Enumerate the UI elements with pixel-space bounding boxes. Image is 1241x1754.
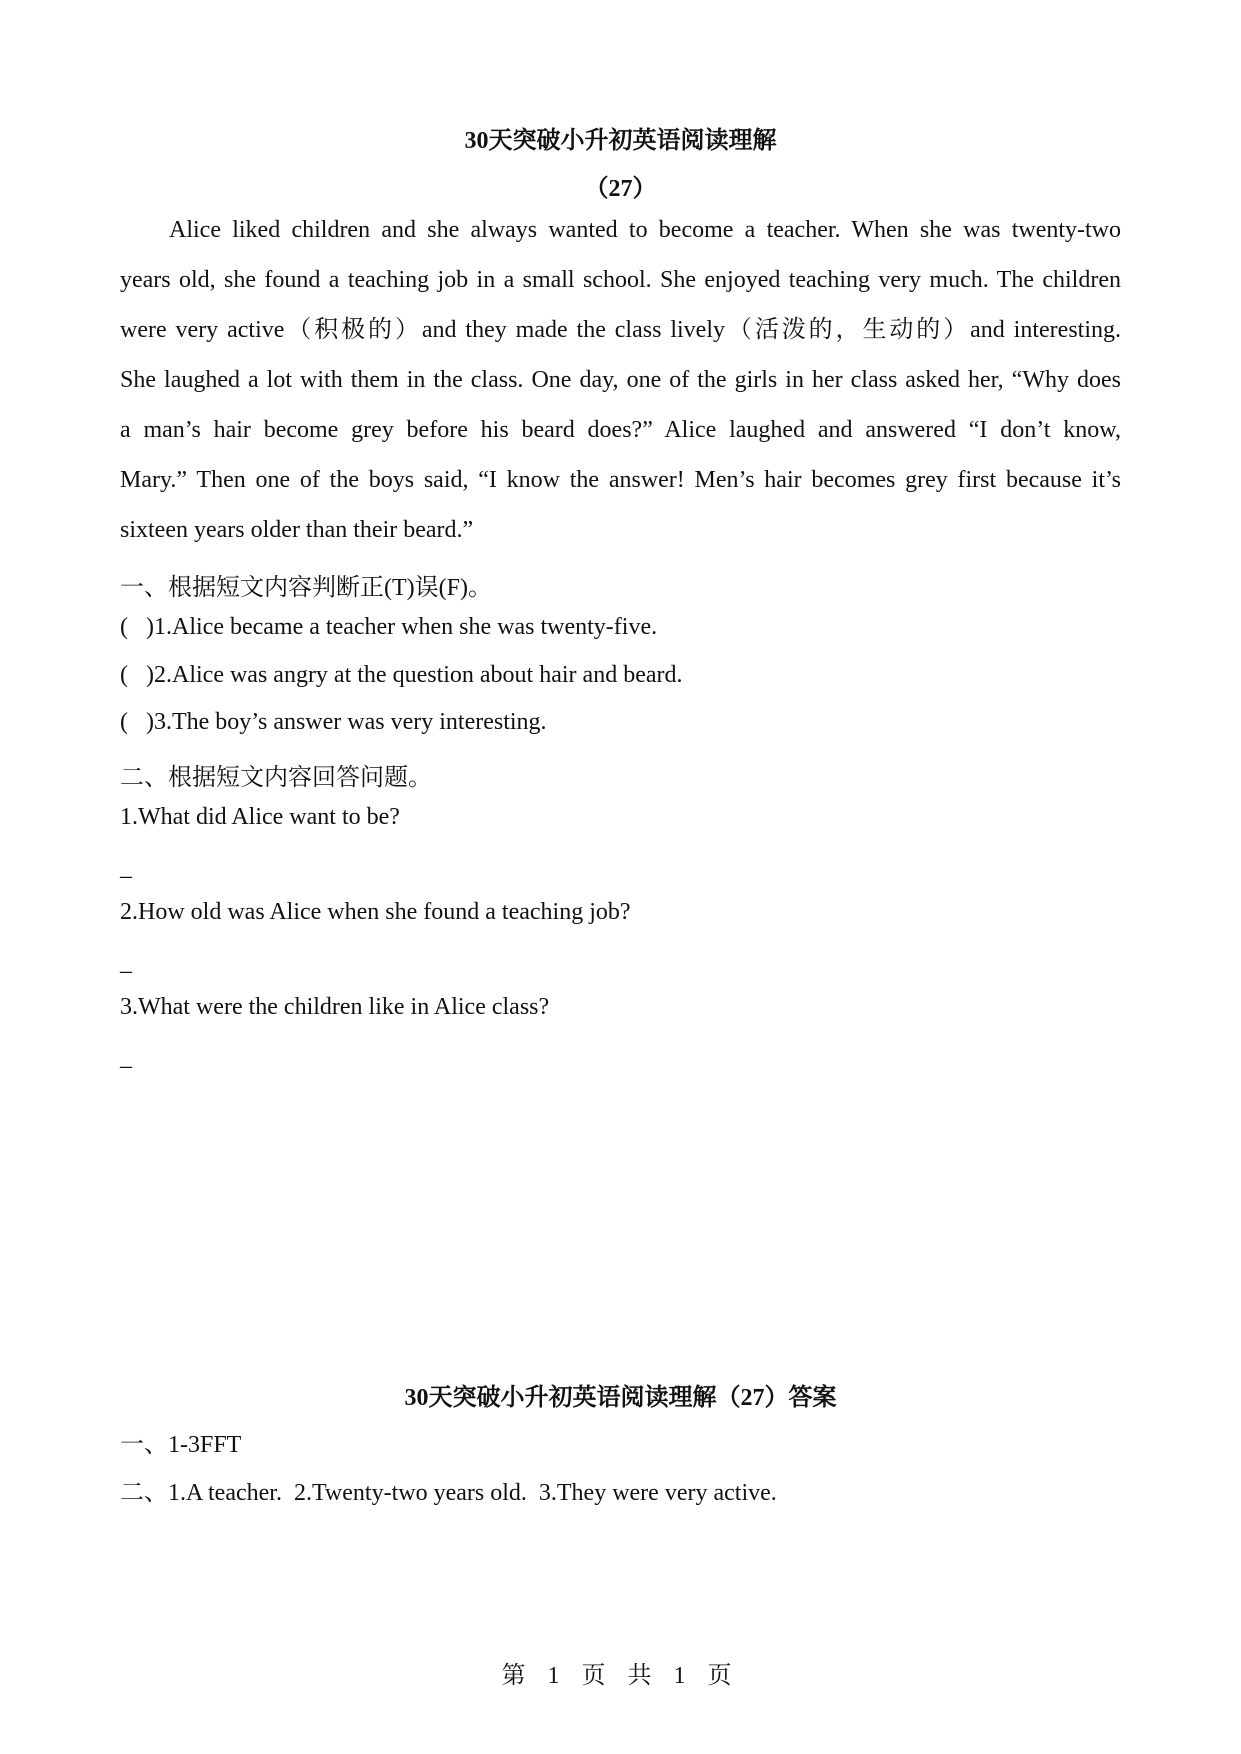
section2-heading: 二、根据短文内容回答问题。 [120,765,432,791]
answer-key-title: 30天突破小升初英语阅读理解（27）答案 [404,1385,837,1411]
page-footer: 第 1 页 共 1 页 [501,1663,740,1689]
statement-text: )3.The boy’s answer was very interesting. [146,709,547,735]
statement-text: )1.Alice became a teacher when she was twenty-five. [146,614,658,640]
passage-line: Alice liked children and she always wanted to become a teacher. When she was twenty-two [169,217,1121,243]
true-false-item [120,709,547,736]
passage-line: a man’s hair become grey before his beard does?” Alice laughed and answered “I don’t know, [120,417,1121,443]
answer-blank: _ [120,1045,132,1071]
question-text: 3.What were the children like in Alice class? [120,994,550,1020]
question-text: 1.What did Alice want to be? [120,804,400,830]
statement-text: )2.Alice was angry at the question about hair and beard. [146,662,683,688]
answer-paren: ( [120,662,128,688]
reading-passage [120,205,1121,555]
answer-key-line: 二、1.A teacher. 2.Twenty-two years old. 3.They were very active. [120,1480,777,1506]
document-title: 30天突破小升初英语阅读理解 [464,128,777,154]
question-text: 2.How old was Alice when she found a teaching job? [120,899,631,925]
passage-line: years old, she found a teaching job in a small school. She enjoyed teaching very much. The children [120,267,1121,293]
answer-paren: ( [120,614,128,640]
passage-line: Mary.” Then one of the boys said, “I know the answer! Men’s hair becomes grey first because it’s [120,467,1121,493]
true-false-item [120,662,682,689]
section1-heading: 一、根据短文内容判断正(T)误(F)。 [120,575,492,601]
passage-line: She laughed a lot with them in the class. One day, one of the girls in her class asked her, “Why does [120,367,1121,393]
answer-blank: _ [120,950,132,976]
document-subtitle: （27） [584,176,657,202]
answer-paren: ( [120,709,128,735]
passage-line: sixteen years older than their beard.” [120,517,474,543]
true-false-item [120,614,657,641]
answer-blank: _ [120,855,132,881]
answer-key-line: 一、1-3FFT [120,1432,242,1458]
passage-line: were very active（积极的）and they made the class lively（活泼的，生动的）and interesting. [120,317,1121,343]
